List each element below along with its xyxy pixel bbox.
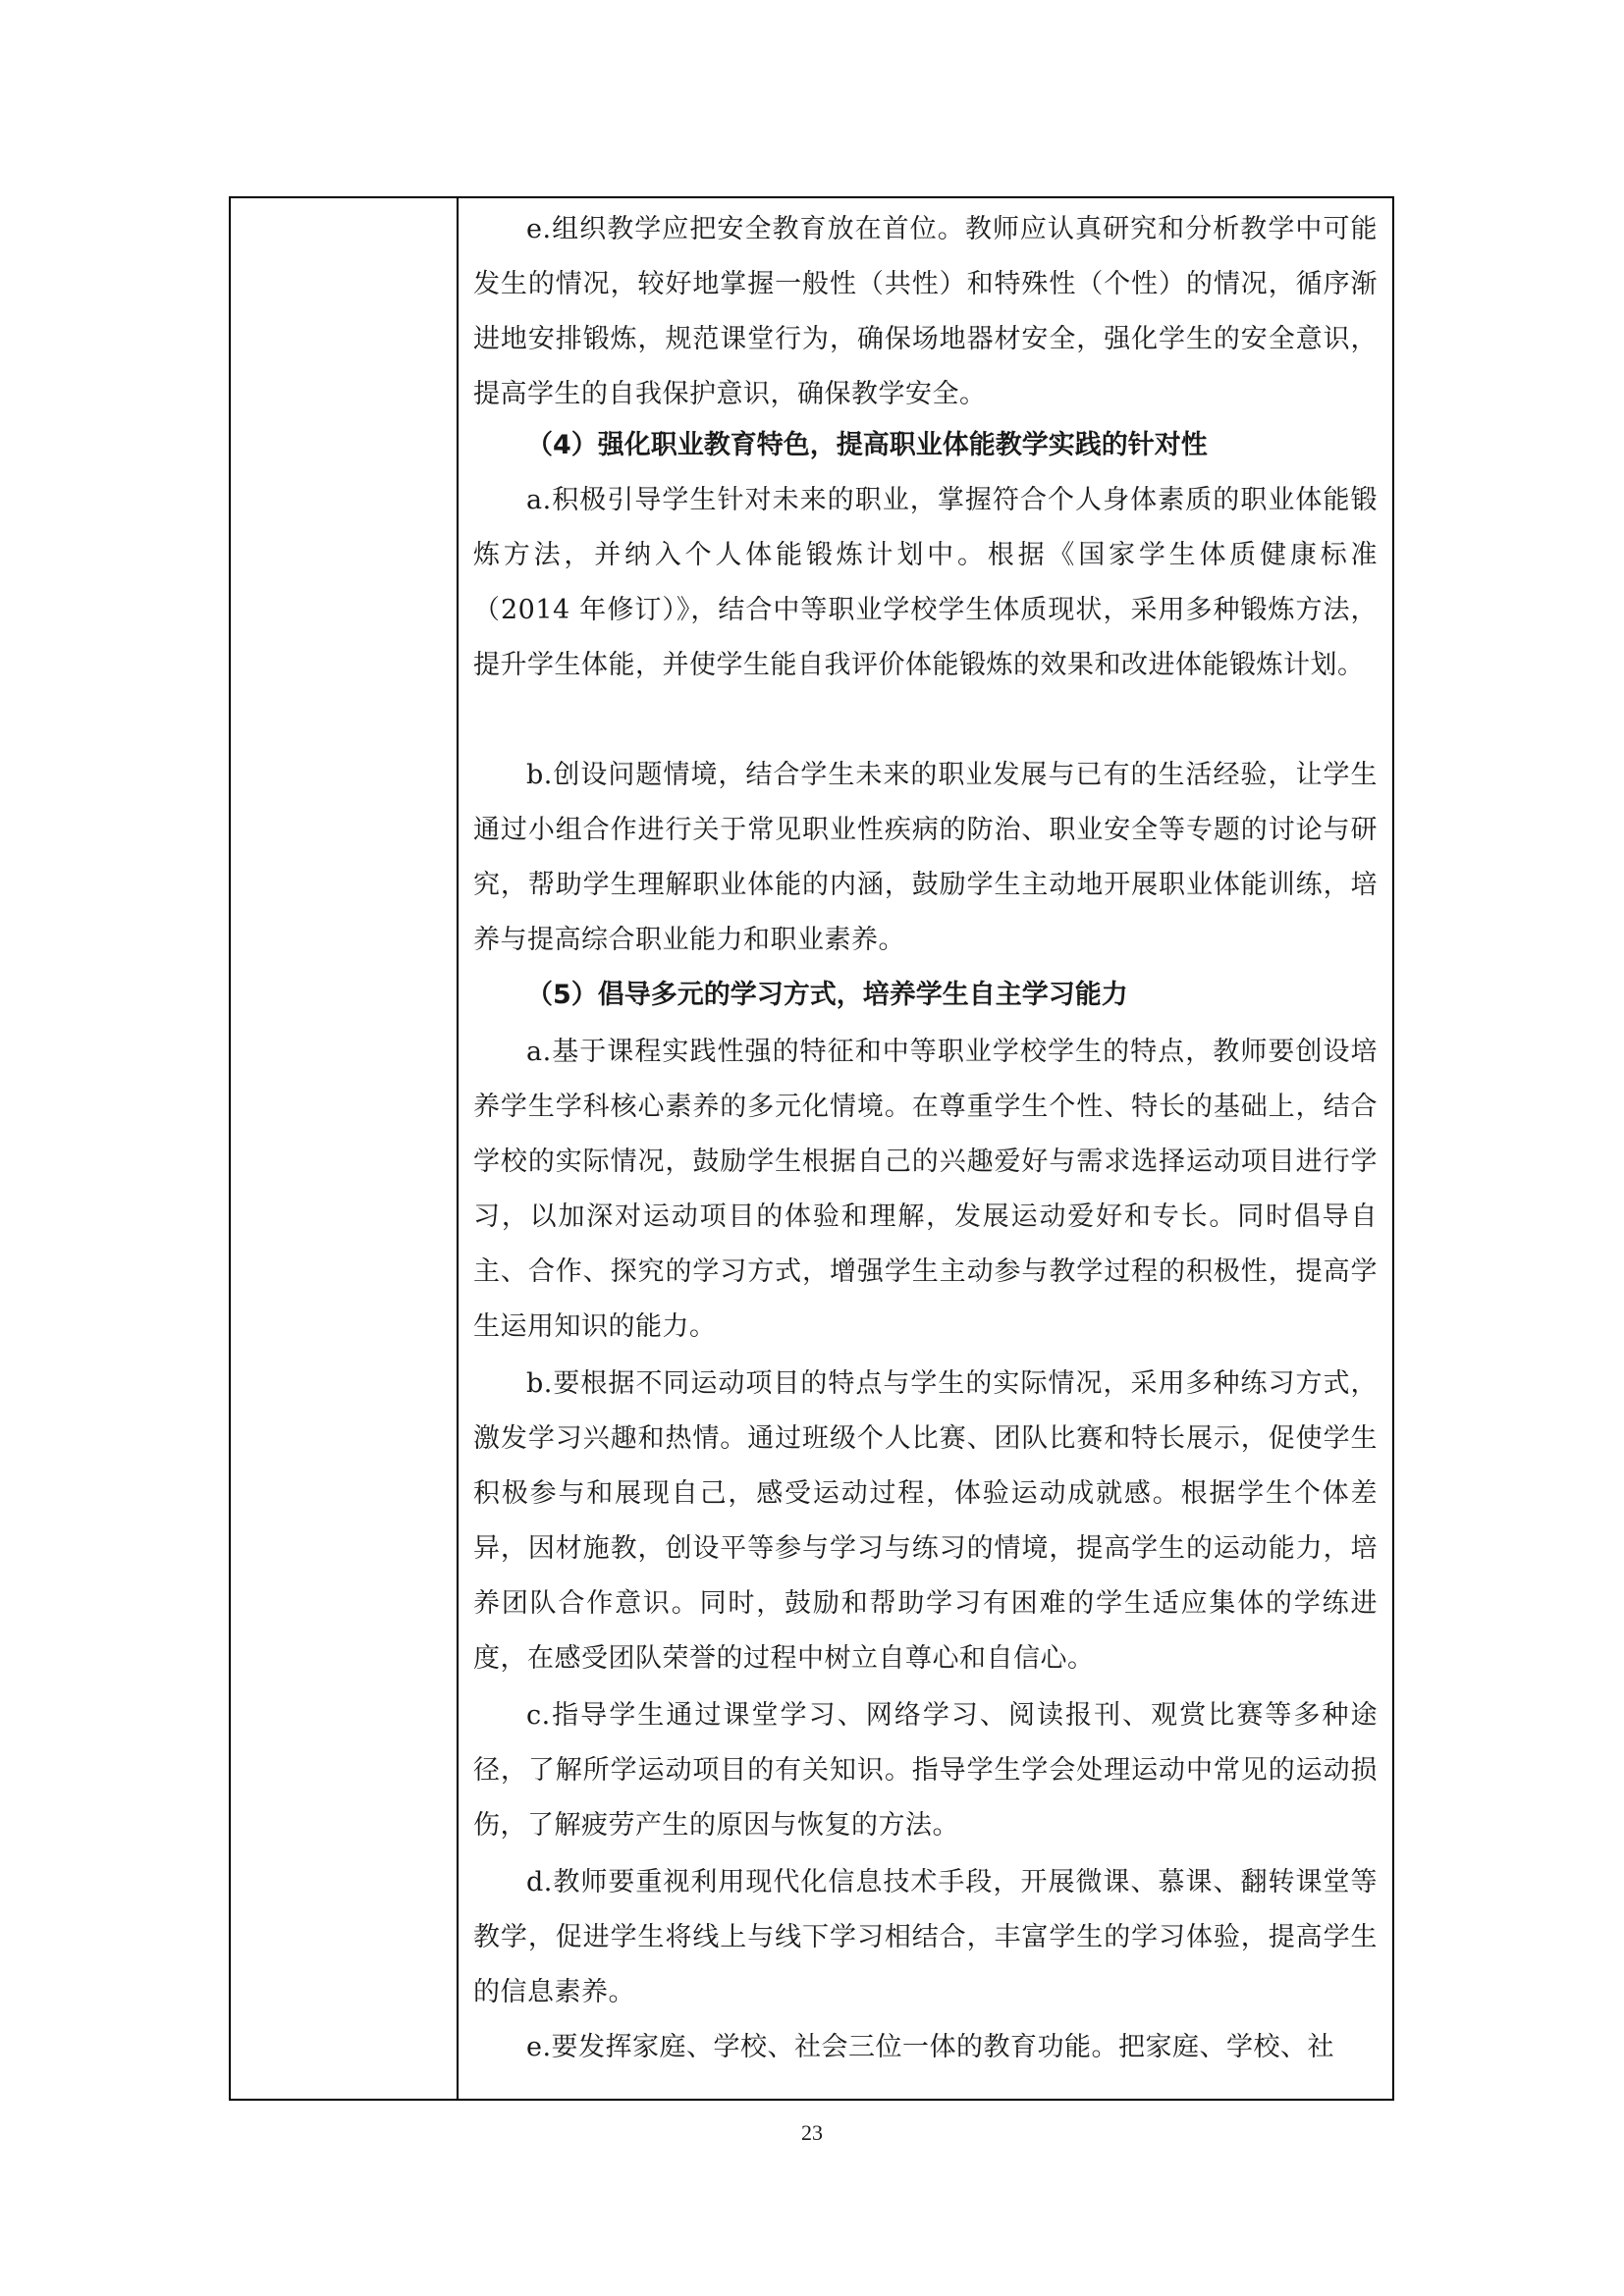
paragraph-b-practice: b.要根据不同运动项目的特点与学生的实际情况，采用多种练习方式，激发学习兴趣和热情。通过班级个人比赛、团队比赛和特长展示，促使学生积极参与和展现自己，感受运动过程，体验运动成就感。根据学生个体差异，因材施教，创设平等参与学习与练习的情境，提高学生的运动能力，培养团队合作意识。同时，鼓励和帮助学习有困难的学生适应集体的学练进度，在感受团队荣誉的过程中树立自尊心和自信心。 — [473, 1368, 1378, 1674]
paragraph-d-technology: d.教师要重视利用现代化信息技术手段，开展微课、慕课、翻转课堂等教学，促进学生将线上与线下学习相结合，丰富学生的学习体验，提高学生的信息素养。 — [473, 1867, 1378, 2007]
paragraph-b-problem: b.创设问题情境，结合学生未来的职业发展与已有的生活经验，让学生通过小组合作进行关于常见职业性疾病的防治、职业安全等专题的讨论与研究，帮助学生理解职业体能的内涵，鼓励学生主动地开展职业体能训练，培养与提高综合职业能力和职业素养。 — [473, 760, 1378, 955]
paragraph-e-safety: e.组织教学应把安全教育放在首位。教师应认真研究和分析教学中可能发生的情况，较好地掌握一般性（共性）和特殊性（个性）的情况，循序渐进地安排锻炼，规范课堂行为，确保场地器材安全，强化学生的安全意识，提高学生的自我保护意识，确保教学安全。 — [473, 214, 1378, 409]
table-left-column — [231, 198, 459, 2099]
table-right-column — [459, 198, 1392, 2099]
paragraph-a-fitness: a.积极引导学生针对未来的职业，掌握符合个人身体素质的职业体能锻炼方法，并纳入个人体能锻炼计划中。根据《国家学生体质健康标准（2014 年修订）》，结合中等职业学校学生体质现状，采用多种锻炼方法，提升学生体能，并使学生能自我评价体能锻炼的效果和改进体能锻炼计划。 — [473, 485, 1378, 680]
page-number: 23 — [801, 2120, 823, 2145]
heading-section-4: （4）强化职业教育特色，提高职业体能教学实践的针对性 — [526, 430, 1208, 460]
paragraph-a-learning: a.基于课程实践性强的特征和中等职业学校学生的特点，教师要创设培养学生学科核心素养的多元化情境。在尊重学生个性、特长的基础上，结合学校的实际情况，鼓励学生根据自己的兴趣爱好与需求选择运动项目进行学习，以加深对运动项目的体验和理解，发展运动爱好和专长。同时倡导自主、合作、探究的学习方式，增强学生主动参与教学过程的积极性，提高学生运用知识的能力。 — [473, 1037, 1378, 1342]
content-table — [229, 196, 1394, 2101]
paragraph-c-knowledge: c.指导学生通过课堂学习、网络学习、阅读报刊、观赏比赛等多种途径，了解所学运动项目的有关知识。指导学生学会处理运动中常见的运动损伤，了解疲劳产生的原因与恢复的方法。 — [473, 1700, 1378, 1841]
paragraph-e-family: e.要发挥家庭、学校、社会三位一体的教育功能。把家庭、学校、社 — [526, 2032, 1335, 2062]
heading-section-5: （5）倡导多元的学习方式，培养学生自主学习能力 — [526, 980, 1128, 1010]
